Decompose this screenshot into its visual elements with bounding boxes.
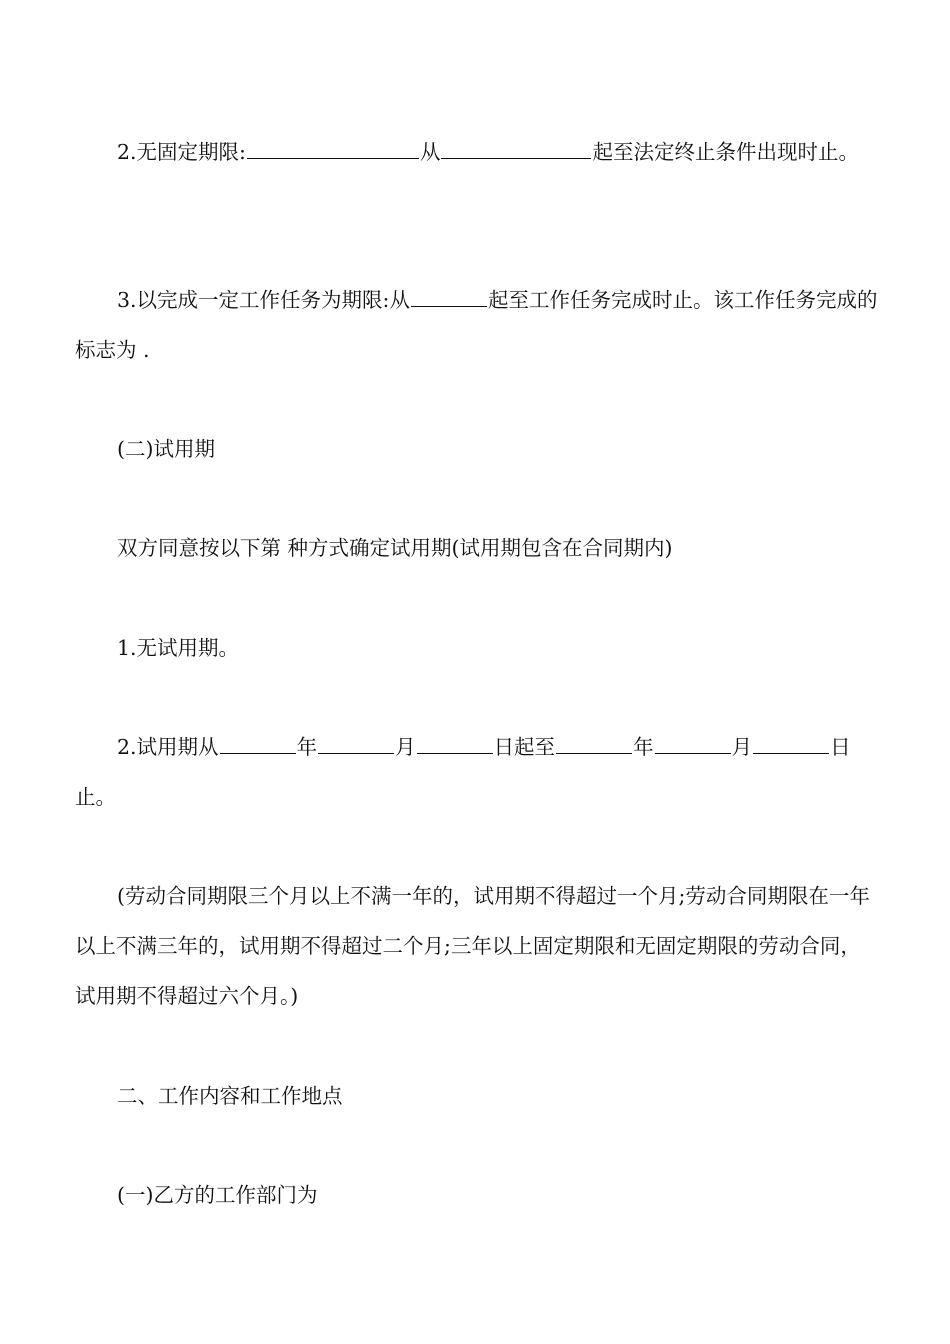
clause-text: 2.试用期从 — [117, 735, 219, 759]
section-heading-work: 二、工作内容和工作地点 — [117, 1084, 343, 1108]
clause-text: 起至工作任务完成时止。该工作任务完成的标志为 . — [75, 288, 878, 362]
blank-field[interactable] — [556, 733, 632, 754]
clause-open-ended-term — [75, 127, 880, 177]
clause-task-term — [75, 275, 880, 375]
clause-text: 日止。 — [75, 735, 851, 809]
blank-field[interactable] — [655, 733, 731, 754]
clause-text: 2.无固定期限: — [117, 140, 246, 164]
blank-field[interactable] — [318, 733, 394, 754]
clause-text: 日起至 — [493, 735, 556, 759]
clause-text: 3.以完成一定工作任务为期限:从 — [117, 288, 410, 312]
probation-note: (劳动合同期限三个月以上不满一年的，试用期不得超过一个月;劳动合同期限在一年以上不满三年的，试用期不得超过二个月;三年以上固定期限和无固定期限的劳动合同，试用期不得超过六个月。) — [75, 884, 870, 1008]
clause-text: 年 — [633, 735, 654, 759]
work-department-clause: (一)乙方的工作部门为 — [117, 1183, 318, 1207]
clause-text: 年 — [296, 735, 318, 759]
clause-text: 起至法定终止条件出现时止。 — [592, 140, 859, 164]
probation-option-2 — [75, 722, 880, 822]
blank-field[interactable] — [753, 733, 829, 754]
clause-text: 从 — [419, 140, 441, 164]
blank-field[interactable] — [417, 733, 493, 754]
probation-intro: 双方同意按以下第 种方式确定试用期(试用期包含在合同期内) — [117, 536, 673, 560]
blank-field[interactable] — [247, 138, 419, 159]
blank-field[interactable] — [220, 733, 296, 754]
clause-text: 月 — [731, 735, 753, 759]
clause-text: 月 — [395, 735, 416, 759]
blank-field[interactable] — [441, 138, 591, 159]
section-heading-probation: (二)试用期 — [117, 437, 215, 461]
probation-option-1: 1.无试用期。 — [117, 636, 240, 660]
blank-field[interactable] — [411, 286, 487, 307]
